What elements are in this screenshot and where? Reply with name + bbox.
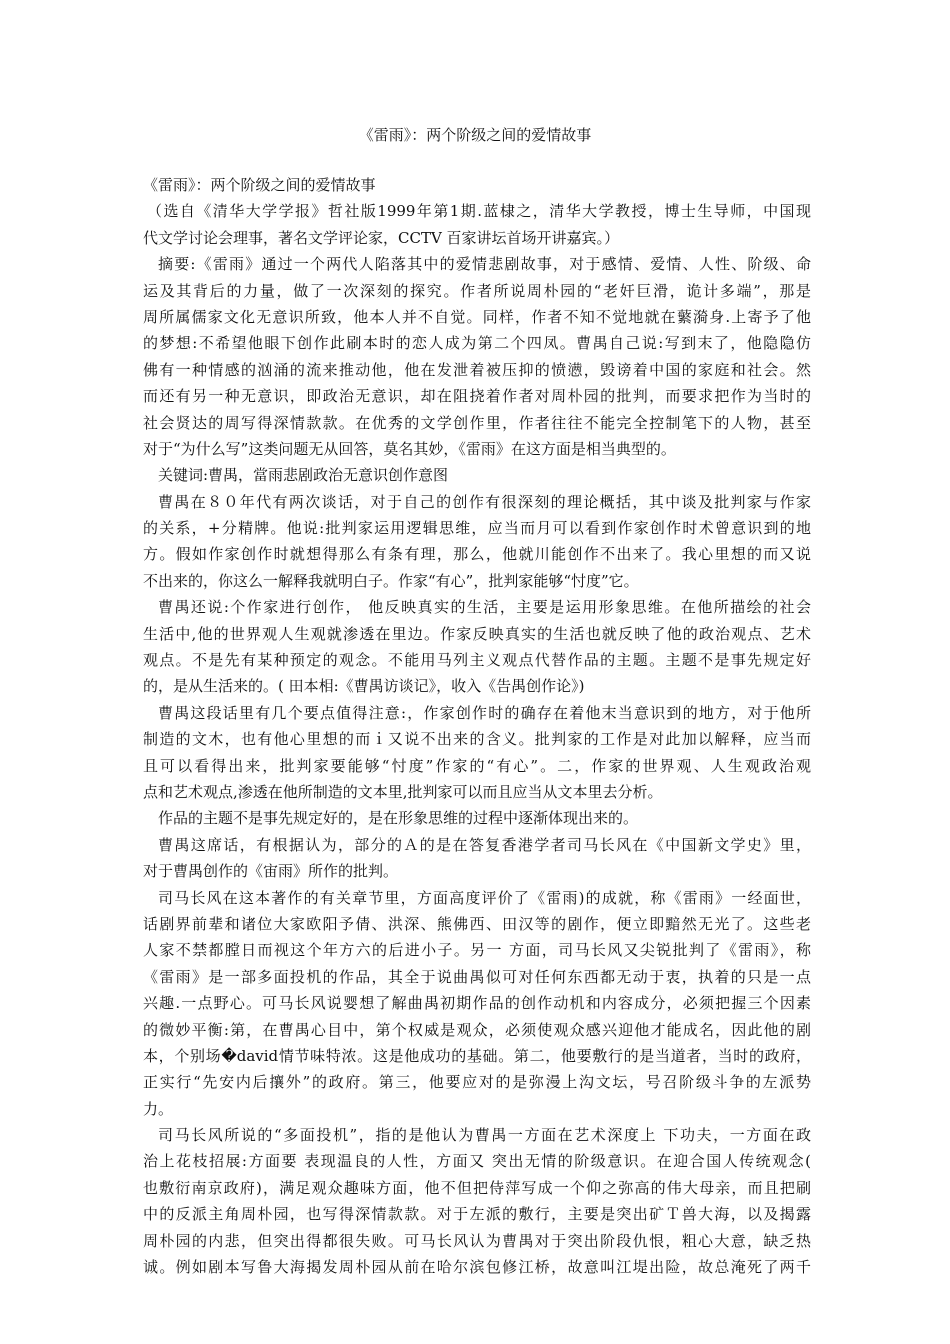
source-note-line: （选自《清华大学学报》哲社版1999年第1期.蓝棣之，清华大学教授，博士生导师，中国现 <box>147 202 811 221</box>
paragraph-line: 力。 <box>143 1099 174 1118</box>
abstract-line: 的梦想:不希望他眼下创作此刷本时的恋人成为第二个四凤。曹禺自己说:写到末了，他隐隐仿 <box>143 334 811 353</box>
paragraph-line: 也敷衍南京政府)，满足观众趣味方面，他不但把侍萍写成一个仰之弥高的伟大母亲，而且把刷 <box>143 1178 811 1197</box>
paragraph-line: 本，个别场�david情节味特浓。这是他成功的基础。第二，他要敷行的是当道者，当时的政府， <box>143 1046 811 1065</box>
paragraph-line: 且可以看得出来，批判家要能够“忖度”作家的“有心”。二，作家的世界观、人生观政治观 <box>143 756 811 775</box>
paragraph-line: 司马长风在这本著作的有关章节里，方面高度评价了《雷雨)的成就，称《雷雨》一经面世， <box>158 888 811 907</box>
paragraph-line: 司马长风所说的“多面投机”，指的是他认为曹禺一方面在艺术深度上 下功夫，一方面在政 <box>158 1126 811 1145</box>
paragraph-line: 不出来的，你这么一解释我就明白子。作家“有心”，批判家能够“忖度”它。 <box>143 571 639 590</box>
paragraph-line: 制造的文木，也有他心里想的而ｉ又说不出来的含义。批判家的工作是对此加以解释，应当而 <box>143 730 811 749</box>
paragraph-line: 人家不禁都膛日而视这个年方六的后进小子。另一 方面，司马长风又尖锐批判了《雷雨》，称 <box>143 941 811 960</box>
abstract-line: 社会贤达的周写得深情款款。在优秀的文学创作里，作者往往不能完全控制笔下的人物，甚至 <box>143 413 811 432</box>
paragraph-line: 中的反派主角周朴园，也写得深情款款。对于左派的敷行，主要是突出矿Ｔ兽大海，以及揭露 <box>143 1205 811 1224</box>
abstract-line: 而还有另一种无意识，即政治无意识，却在阻挠着作者对周朴园的批判，而要求把作为当时的 <box>143 387 811 406</box>
abstract-line: 对于“为什么写”这类问题无从回答，莫名其妙，《雷雨》在这方面是相当典型的。 <box>143 439 676 458</box>
paragraph-line: 曹禺这段话里有几个要点值得注意:，作家创作时的确存在着他末当意识到的地方，对于他所 <box>158 703 811 722</box>
source-note-line: 代文学讨论会理事，著名文学评论家，CCTV 百家讲坛首场开讲嘉宾。） <box>143 228 620 247</box>
paragraph-line: 话剧界前辈和诸位大家欧阳予倩、洪深、熊佛西、田汉等的剧作，便立即黯然无光了。这些老 <box>143 914 811 933</box>
paragraph-line: 治上花枝招展:方面要 表现温良的人性，方面又 突出无情的阶级意识。在迎合国人传统观念( <box>143 1152 811 1171</box>
document-title: 《雷雨》：两个阶级之间的爱情故事 <box>358 126 592 144</box>
document-body <box>143 172 811 1280</box>
paragraph-line: 方。假如作家创作时就想得那么有条有理，那么，他就川能创作不出来了。我心里想的而又说 <box>143 545 811 564</box>
abstract-line: 摘要:《雷雨》通过一个两代人陷落其中的爱情悲剧故事，对于感情、爱情、人性、阶级、命 <box>158 255 811 274</box>
paragraph-line: 兴趣.一点野心。可马长风说婴想了解曲禺初期作品的创作动机和内容成分，必须把握三个因素 <box>143 994 811 1013</box>
abstract-line: 运及其背后的力量，做了一次深刻的探究。作者所说周朴园的“老奸巨滑，诡计多端”，那是 <box>143 281 811 300</box>
paragraph-line: 作品的主题不是事先规定好的，是在形象思维的过程中逐渐体现出来的。 <box>158 809 639 828</box>
paragraph-line: 生活中,他的世界观人生观就渗透在里边。作家反映真实的生活也就反映了他的政治观点、艺术 <box>143 624 811 643</box>
paragraph-line: 观点。不是先有某种预定的观念。不能用马列主义观点代替作品的主题。主题不是事先规定好 <box>143 651 811 670</box>
paragraph-line: 周朴园的内悲，但突出得都很失败。可马长风认为曹禺对于突出阶段仇恨，粗心大意，缺乏热 <box>143 1231 811 1250</box>
paragraph-line: 曹禺这席话，有根据认为，部分的Ａ的是在答复香港学者司马长风在《中国新文学史》里， <box>158 835 811 854</box>
article-heading: 《雷雨》：两个阶级之间的爱情故事 <box>143 176 376 194</box>
abstract-line: 周所属儒家文化无意识所致，他本人并不自觉。同样，作者不知不觉地就在蘩漪身.上寄予了他 <box>143 307 811 326</box>
paragraph-line: 的，是从生活来的。( 田本相:《曹禺访谈记》，收入《告禺创作论》) <box>143 677 585 696</box>
paragraph-line: 对于曹禺创作的《宙雨》所作的批判。 <box>143 862 399 881</box>
abstract-line: 佛有一种情感的汹涌的流来推动他，他在发泄着被压抑的愤懑，毁谤着中国的家庭和社会。然 <box>143 360 811 379</box>
paragraph-line: 点和艺术观点,渗透在他所制造的文本里,批判家可以而且应当从文本里去分析。 <box>143 782 663 801</box>
paragraph-line: 曹禺在８０年代有两次谈话，对于自己的创作有很深刻的理论概括，其中谈及批判家与作家 <box>158 492 811 511</box>
paragraph-line: 的微妙平衡:第，在曹禺心目中，第个权威是观众，必须使观众感兴迎他才能成名，因此他的剧 <box>143 1020 811 1039</box>
paragraph-line: 的关系，+分精牌。他说:批判家运用逻辑思维，应当而月可以看到作家创作时术曾意识到的地 <box>143 519 811 538</box>
paragraph-line: 曹禺还说:个作家进行创作， 他反映真实的生活，主要是运用形象思维。在他所描绘的社会 <box>158 598 811 617</box>
keywords-line: 关键词:曹禺，當雨悲剧政治无意识创作意图 <box>158 466 449 485</box>
paragraph-line: 《雷雨》是一部多面投机的作品，其全于说曲禺似可对任何东西都无动于衷，执着的只是一点 <box>143 967 811 986</box>
paragraph-line: 诚。例如剧本写鲁大海揭发周朴园从前在哈尔滨包修江桥，故意叫江堤出险，故总淹死了两千 <box>143 1258 811 1277</box>
paragraph-line: 正实行“先安内后攘外”的政府。第三，他要应对的是弥漫上沟文坛，号召阶级斗争的左派势 <box>143 1073 811 1092</box>
